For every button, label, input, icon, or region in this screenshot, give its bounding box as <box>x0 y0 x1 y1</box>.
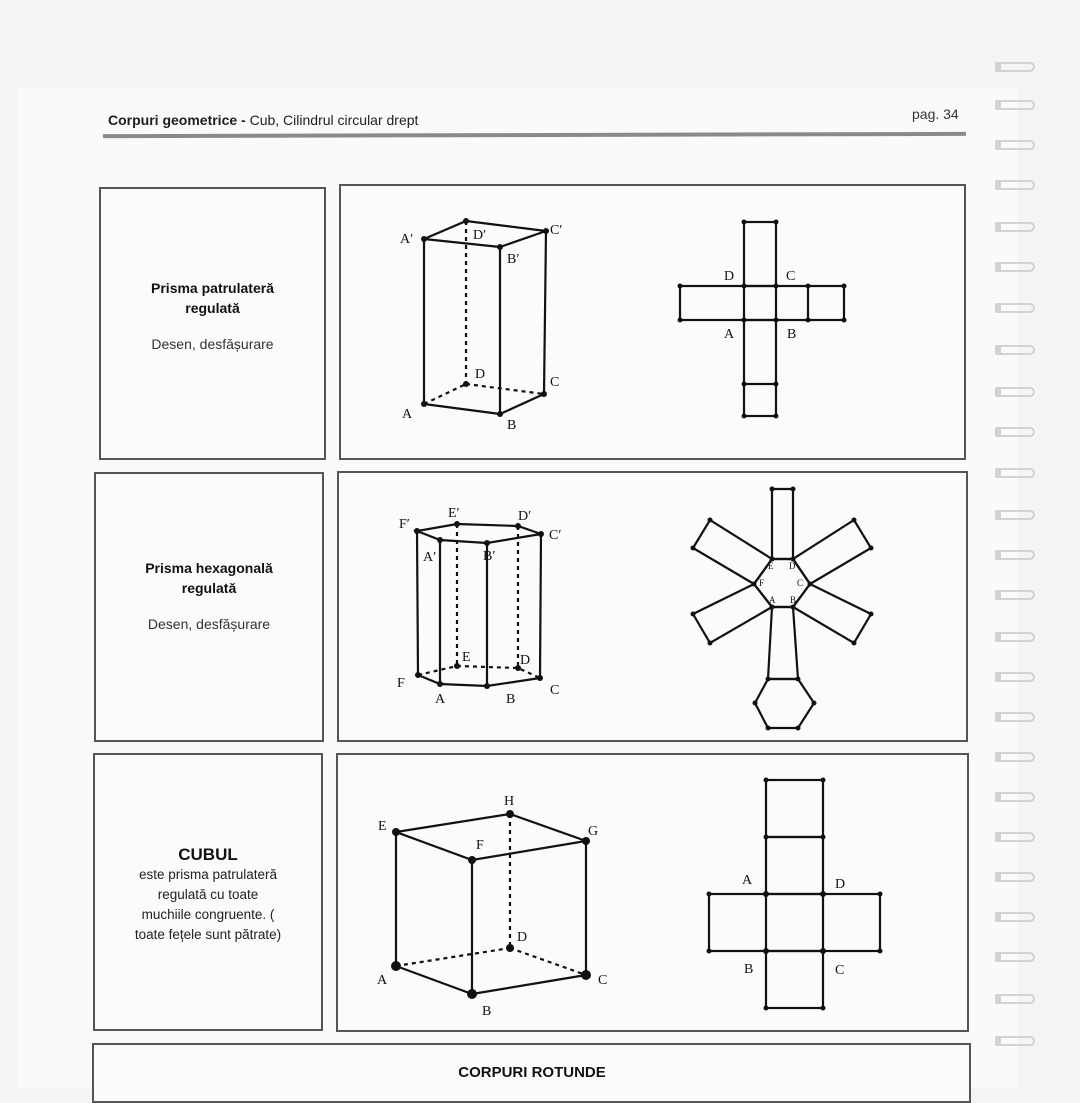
sq-net-label-b: B <box>787 327 797 342</box>
cube-label-e: E <box>378 819 387 834</box>
hex-prism-name-2: regulată <box>181 580 237 596</box>
hexagonal-prism-drawing <box>390 500 580 715</box>
section-title-round-bodies: CORPURI ROTUNDE <box>458 1064 606 1081</box>
sq-net-label-c: C <box>786 269 796 284</box>
header-title-bold: Corpuri geometrice - <box>108 112 246 128</box>
sq-net-label-a: A <box>724 327 735 342</box>
hex-label-f-prime: F′ <box>399 517 410 532</box>
hex-net-label-b: B <box>790 595 797 605</box>
sq-net-label-d: D <box>724 269 735 284</box>
sq-label-a: A <box>402 407 413 422</box>
cube-net-label-d: D <box>835 877 846 892</box>
hex-net-label-d: D <box>789 561 796 571</box>
hex-label-e: E <box>462 650 471 665</box>
square-prism-net <box>670 212 860 427</box>
cube-label-c: C <box>598 973 608 988</box>
hex-label-f: F <box>397 676 405 691</box>
hex-label-b: B <box>506 692 516 707</box>
hex-label-a-prime: A′ <box>423 550 437 565</box>
hex-net-label-c: C <box>797 578 804 588</box>
cube-drawing <box>370 790 620 1025</box>
hex-label-c-prime: C′ <box>549 528 562 543</box>
cube-desc-3: muchiile congruente. ( <box>141 907 275 922</box>
cube-label-h: H <box>504 794 515 809</box>
hexagonal-prism-net <box>680 480 885 740</box>
hex-prism-name-1: Prisma hexagonală <box>145 560 273 576</box>
hex-label-c: C <box>550 683 560 698</box>
square-prism-drawing <box>390 210 590 440</box>
hex-label-d: D <box>520 653 531 668</box>
label-hexagonal-prism <box>105 558 313 632</box>
cube-desc-4: toate fețele sunt pătrate) <box>134 927 282 942</box>
hex-label-b-prime: B′ <box>483 549 496 564</box>
label-cube <box>100 845 316 945</box>
cube-net <box>695 770 895 1020</box>
hex-net-label-e: E <box>768 561 774 571</box>
cube-net-label-c: C <box>835 963 845 978</box>
cube-net-label-b: B <box>744 962 754 977</box>
hex-label-d-prime: D′ <box>518 509 532 524</box>
hex-net-label-f: F <box>759 578 765 588</box>
cube-title: CUBUL <box>178 845 238 864</box>
page-number: pag. 34 <box>912 106 959 122</box>
sq-label-b: B <box>507 418 517 433</box>
cube-label-g: G <box>588 824 599 839</box>
page-header-title <box>108 112 418 128</box>
cube-label-b: B <box>482 1004 492 1019</box>
cube-desc-2: regulată cu toate <box>157 887 259 902</box>
cube-desc-1: este prisma patrulateră <box>138 867 278 882</box>
label-square-prism <box>110 278 315 352</box>
sq-label-c: C <box>550 375 560 390</box>
cube-label-d: D <box>517 930 528 945</box>
square-prism-sub: Desen, desfășurare <box>151 336 274 352</box>
square-prism-name-2: regulată <box>185 300 240 316</box>
sq-label-d: D <box>475 367 486 382</box>
cube-label-a: A <box>377 973 388 988</box>
hex-prism-sub: Desen, desfășurare <box>147 616 271 632</box>
cube-net-label-a: A <box>742 873 753 888</box>
hex-label-e-prime: E′ <box>448 506 460 521</box>
sq-label-d-prime: D′ <box>473 228 487 243</box>
sq-label-b-prime: B′ <box>507 252 520 267</box>
square-prism-name-1: Prisma patrulateră <box>151 280 274 296</box>
hex-label-a: A <box>435 692 446 707</box>
sq-label-a-prime: A′ <box>400 232 414 247</box>
hex-net-label-a: A <box>769 595 776 605</box>
sq-label-c-prime: C′ <box>550 223 563 238</box>
header-title-rest: Cub, Cilindrul circular drept <box>245 112 419 128</box>
cube-label-f: F <box>476 838 484 853</box>
